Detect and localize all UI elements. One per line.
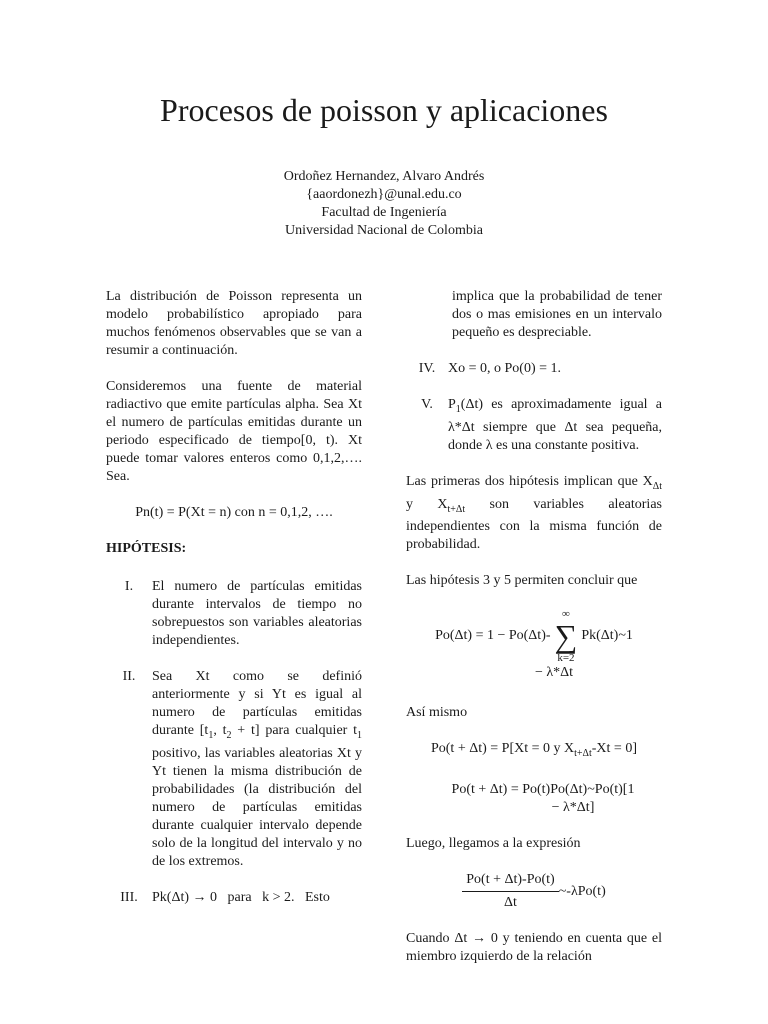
expression-intro: Luego, llegamos a la expresión xyxy=(406,836,581,852)
hypothesis-item xyxy=(106,889,362,907)
limit-paragraph: Cuando Δt → 0 y teniendo en cuenta que el miembro izquierdo de la relación xyxy=(406,931,662,965)
hypotheses-heading: HIPÓTESIS: xyxy=(106,541,187,556)
hypothesis-text: Pk(Δt) → 0 para k > 2. Esto xyxy=(152,889,330,905)
author-block xyxy=(0,168,768,240)
hypothesis-item xyxy=(106,578,362,650)
conclusion-intro: Las hipótesis 3 y 5 permiten concluir que xyxy=(406,573,638,589)
sum-tail: − λ*Δt xyxy=(534,665,574,681)
asi-mismo: Así mismo xyxy=(406,705,468,721)
author-university: Universidad Nacional de Colombia xyxy=(285,223,483,238)
author-email: {aaordonezh}@unal.edu.co xyxy=(306,187,462,202)
fraction-equation: $\frac{Po(t + \Delta t)-Po(t)}{\Delta t}$ ~-λPo(t) xyxy=(406,871,662,912)
hypothesis-number: III. xyxy=(120,889,138,905)
left-column xyxy=(106,288,362,925)
hypothesis-item xyxy=(406,360,662,378)
pn-formula: Pn(t) = P(Xt = n) con n = 0,1,2, …. xyxy=(135,505,333,520)
summation-icon: ∞ ∑ k=2 xyxy=(554,608,578,665)
hypothesis-text: Xo = 0, o Po(0) = 1. xyxy=(448,361,562,376)
hypothesis-number: IV. xyxy=(418,361,436,376)
hypothesis-text: $P_1(\Delta t)$ es aproximadamente igual a λ*Δt siempre que Δt sea pequeña, donde λ es una constante positiva. xyxy=(448,397,662,453)
hypothesis-number: V. xyxy=(421,397,433,412)
hypothesis-text: El numero de partículas emitidas durante intervalos de tiempo no sobrepuestos son variables aleatorias independientes. xyxy=(152,579,362,648)
independence-paragraph: Las primeras dos hipótesis implican que $X_{\Delta t}$ y $X_{t+\Delta t}$ son variables aleatorias independientes con la misma función de probabilidad. xyxy=(406,473,662,553)
hypothesis-number: II. xyxy=(122,669,136,684)
hypothesis-text: Sea Xt como se definió anteriormente y si Yt es igual al numero de partículas emitidas durante [$t_1$, $t_2 + t$] para cualquier $t_1$ positivo, las variables aleatorias Xt y Yt tienen la misma distribución de probabilidades (la distribución del numero de partículas emitidas durante cualquier intervalo depende solo de la longitud del intervalo y no de los extremos. xyxy=(152,669,362,869)
hypothesis-continuation: implica que la probabilidad de tener dos o mas emisiones en un intervalo pequeño es despreciable. xyxy=(452,289,662,340)
paper-title: Procesos de poisson y aplicaciones xyxy=(160,92,608,128)
author-faculty: Facultad de Ingeniería xyxy=(321,205,447,220)
sum-right: Pk(Δt)~1 xyxy=(581,628,633,644)
hypothesis-item xyxy=(406,396,662,455)
sum-equation xyxy=(406,608,662,664)
right-column xyxy=(406,288,662,984)
fraction: $\frac{Po(t + \Delta t)-Po(t)}{\Delta t}$ xyxy=(462,871,558,912)
hypothesis-number: I. xyxy=(124,579,134,594)
equation-1: Po(t + Δt) = P[Xt = 0 y $X_{t+\Delta t}-Xt = 0$] xyxy=(430,741,637,760)
author-name: Ordoñez Hernandez, Alvaro Andrés xyxy=(283,169,485,184)
intro-paragraph: La distribución de Poisson representa un modelo probabilístico apropiado para muchos fenómenos observables que se van a resumir a continuación. xyxy=(106,289,362,358)
sum-left: Po(Δt) = 1 − Po(Δt)- xyxy=(435,628,551,644)
source-paragraph: Consideremos una fuente de material radiactivo que emite partículas alpha. Sea Xt el numero de partículas emitidas durante un periodo especificado de tiempo[0, t). Xt puede tomar valores enteros como 0,1,2,…. Sea. xyxy=(106,379,362,484)
equation-2: Po(t + Δt) = Po(t)Po(Δt)~Po(t)[1 − λ*Δt] xyxy=(451,782,635,816)
hypothesis-item xyxy=(106,668,362,871)
